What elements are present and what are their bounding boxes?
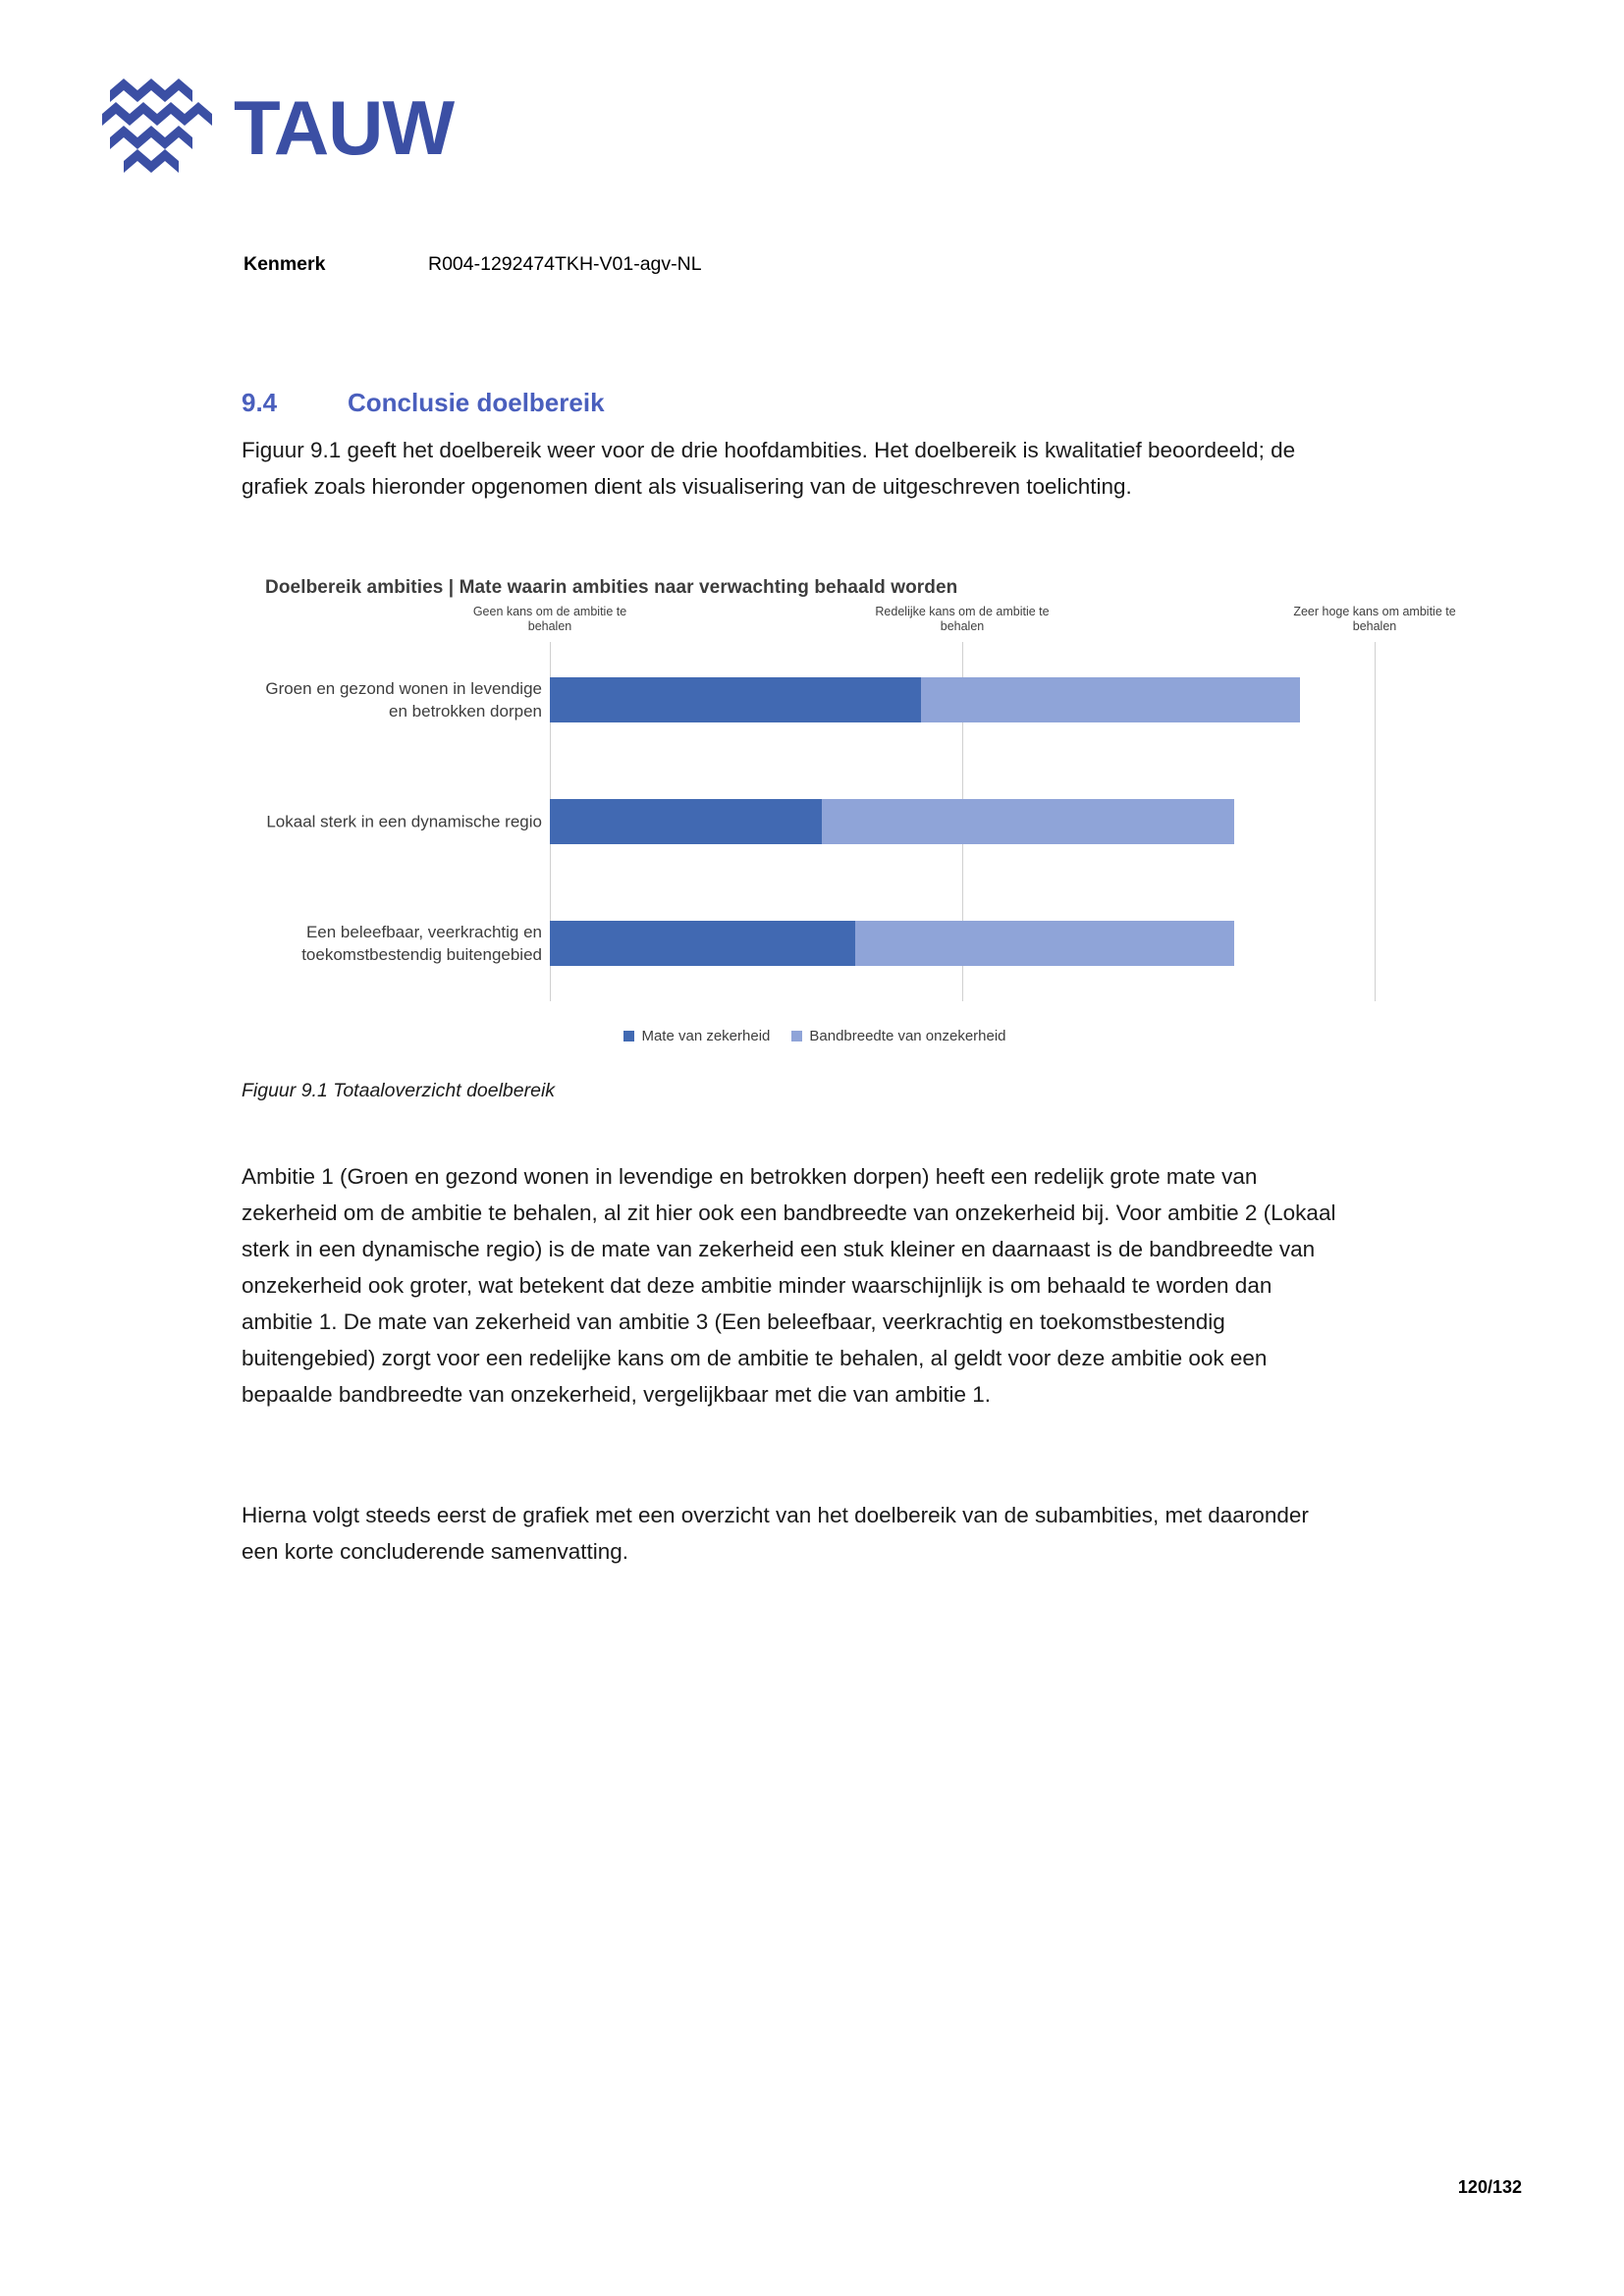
chart-category-labels bbox=[255, 642, 542, 1001]
section-number: 9.4 bbox=[242, 388, 278, 417]
bar-row bbox=[550, 677, 1300, 722]
kenmerk-row bbox=[244, 253, 702, 276]
page-number: 120/132 bbox=[1457, 2177, 1522, 2197]
intro-paragraph: Figuur 9.1 geeft het doelbereik weer voor de drie hoofdambities. Het doelbereik is kwalitatief beoordeeld; de grafiek zoals hieronder opgenomen dient als visualisering van de uitgeschreven toelichting. bbox=[242, 438, 1296, 499]
chart-plot-area bbox=[472, 605, 1456, 1001]
chart-body bbox=[255, 605, 1456, 1044]
gridline bbox=[1375, 642, 1376, 1001]
bar-segment-bandbreedte bbox=[822, 799, 1234, 844]
doelbereik-chart bbox=[255, 577, 1456, 1068]
kenmerk-label: Kenmerk bbox=[244, 253, 326, 275]
bar-row bbox=[550, 799, 1234, 844]
legend-label: Mate van zekerheid bbox=[641, 1028, 771, 1044]
legend-swatch-icon bbox=[623, 1031, 634, 1041]
axis-tick-label: Geen kans om de ambitie te behalen bbox=[472, 605, 627, 633]
bar-segment-bandbreedte bbox=[855, 921, 1234, 966]
axis-tick-label: Zeer hoge kans om ambitie te behalen bbox=[1293, 605, 1456, 633]
axis-tick-label: Redelijke kans om de ambitie te behalen bbox=[875, 605, 1050, 633]
tauw-logo bbox=[102, 77, 454, 179]
bar-segment-zekerheid bbox=[550, 921, 855, 966]
category-label: Een beleefbaar, veerkrachtig en toekomstbestendig buitengebied bbox=[301, 923, 542, 965]
legend-item-bandbreedte bbox=[791, 1028, 1005, 1044]
bar-segment-bandbreedte bbox=[921, 677, 1300, 722]
legend-label: Bandbreedte van onzekerheid bbox=[809, 1028, 1006, 1044]
body-paragraph-1: Ambitie 1 (Groen en gezond wonen in levendige en betrokken dorpen) heeft een redelijk grote mate van zekerheid om de ambitie te behalen, al zit hier ook een bandbreedte van onzekerheid bij. Voor ambitie 2 (Lokaal sterk in een dynamische regio) is de mate van zekerheid een stuk kleiner en daarnaast is de bandbreedte van onzekerheid ook groter, wat betekent dat deze ambitie minder waarschijnlijk is om behaald te worden dan ambitie 1. De mate van zekerheid van ambitie 3 (Een beleefbaar, veerkrachtig en toekomstbestendig buitengebied) zorgt voor een redelijke kans om de ambitie te behalen, al geldt voor deze ambitie ook een bepaalde bandbreedte van onzekerheid, vergelijkbaar met die van ambitie 1. bbox=[242, 1164, 1336, 1407]
bar-segment-zekerheid bbox=[550, 799, 822, 844]
section-heading bbox=[242, 388, 605, 418]
chart-title: Doelbereik ambities | Mate waarin ambities naar verwachting behaald worden bbox=[265, 577, 958, 598]
legend-item-zekerheid bbox=[623, 1028, 770, 1044]
legend-swatch-icon bbox=[791, 1031, 802, 1041]
chart-legend bbox=[255, 1028, 1375, 1044]
tauw-wordmark: TAUW bbox=[234, 84, 455, 171]
category-label: Lokaal sterk in een dynamische regio bbox=[266, 812, 542, 831]
body-paragraph-2: Hierna volgt steeds eerst de grafiek met een overzicht van het doelbereik van de subambities, met daaronder een korte concluderende samenvatting. bbox=[242, 1503, 1309, 1564]
category-label: Groen en gezond wonen in levendige en betrokken dorpen bbox=[265, 678, 542, 721]
bar-segment-zekerheid bbox=[550, 677, 921, 722]
section-title: Conclusie doelbereik bbox=[348, 388, 605, 417]
tauw-chevron-logo-icon bbox=[102, 77, 212, 179]
bar-row bbox=[550, 921, 1234, 966]
kenmerk-value: R004-1292474TKH-V01-agv-NL bbox=[428, 253, 702, 275]
figure-caption: Figuur 9.1 Totaaloverzicht doelbereik bbox=[242, 1080, 556, 1101]
